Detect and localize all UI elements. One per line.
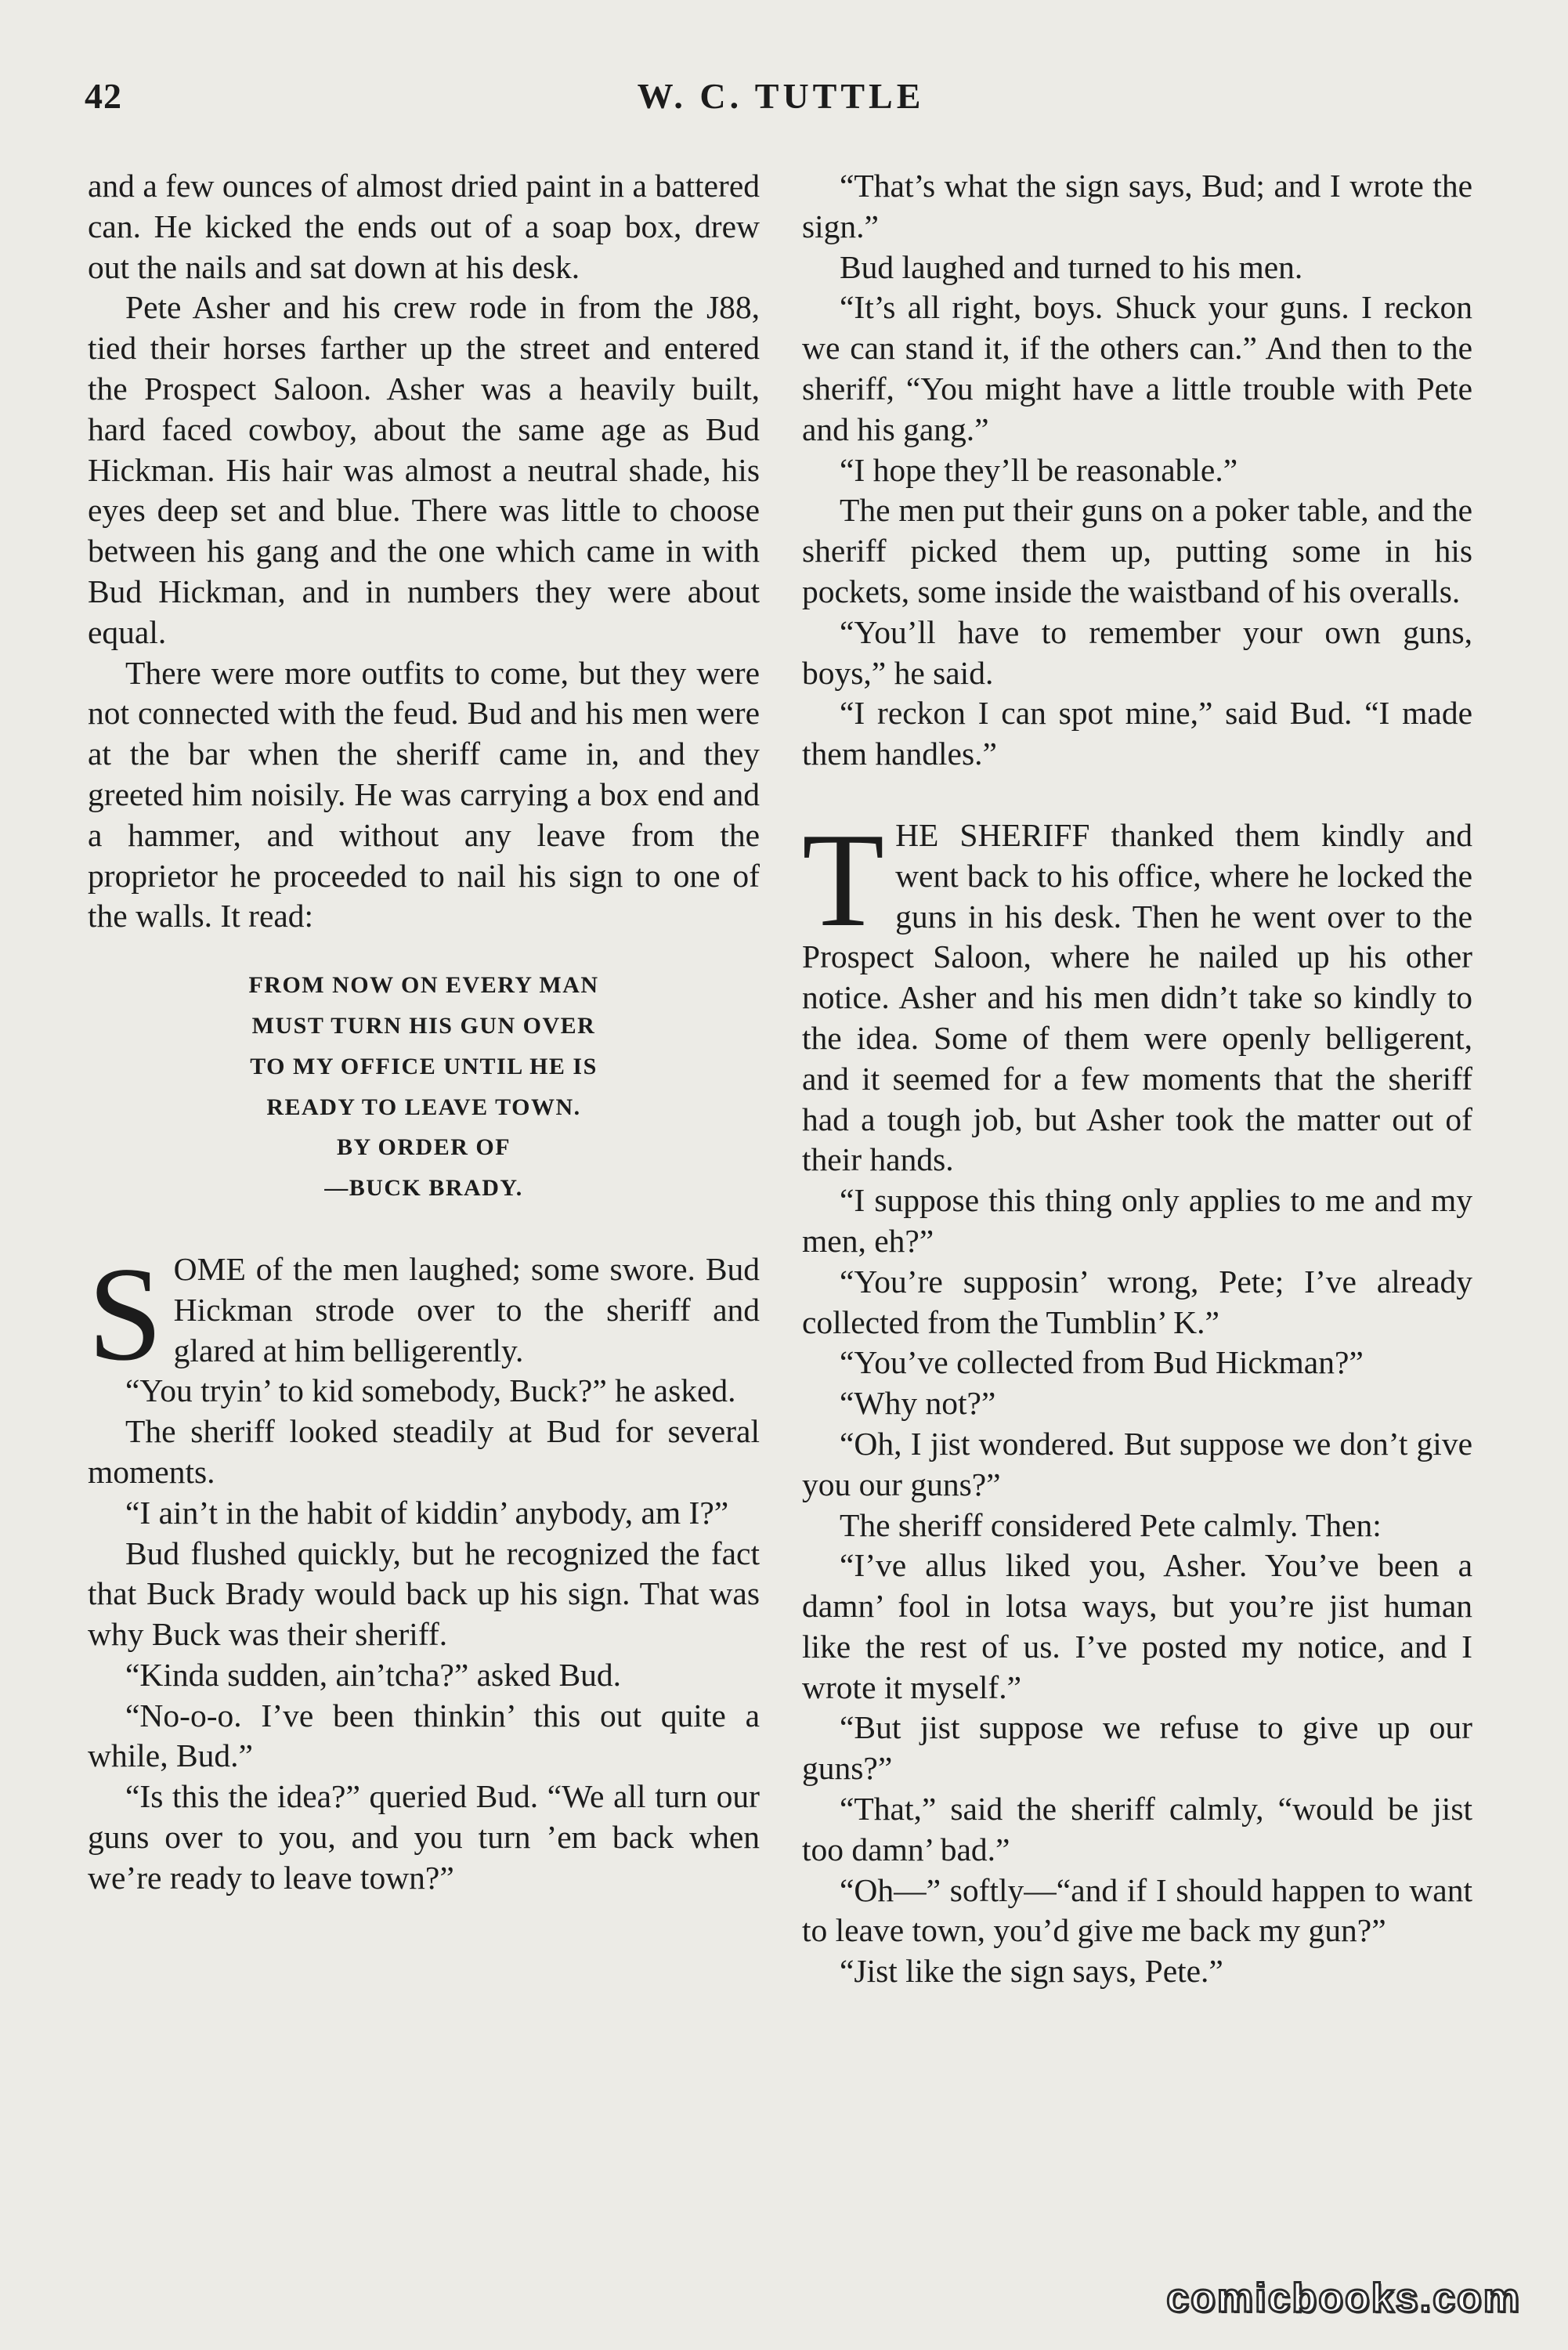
paragraph: “You’ve collected from Bud Hickman?”: [840, 1344, 1364, 1381]
notice-line: READY TO LEAVE TOWN.: [266, 1094, 581, 1120]
notice-line: BY ORDER OF: [336, 1134, 511, 1161]
paragraph: “No-o-o. I’ve been thinkin’ this out quite a while, Bud.”: [88, 1697, 760, 1774]
paragraph: Bud flushed quickly, but he recognized the fact that Buck Brady would back up his sign. That was why Buck was their sheriff.: [88, 1535, 760, 1653]
paragraph: “You’re supposin’ wrong, Pete; I’ve already collected from the Tumblin’ K.”: [802, 1263, 1472, 1340]
paragraph: “You’ll have to remember your own guns, boys,” he said.: [802, 613, 1472, 691]
paragraph: “I ain’t in the habit of kiddin’ anybody, am I?”: [125, 1494, 729, 1531]
paragraph: “Oh, I jist wondered. But suppose we don’t give you our guns?”: [802, 1425, 1472, 1502]
paragraph: The sheriff considered Pete calmly. Then:: [840, 1506, 1382, 1543]
paragraph: “That’s what the sign says, Bud; and I wrote the sign.”: [802, 168, 1472, 244]
paragraph: “Jist like the sign says, Pete.”: [840, 1953, 1223, 1990]
paragraph: Bud laughed and turned to his men.: [840, 248, 1303, 285]
right-column: [802, 166, 1472, 1992]
drop-cap: T: [802, 805, 885, 955]
paragraph: “You tryin’ to kid somebody, Buck?” he asked.: [125, 1372, 736, 1409]
caps-lead: HE SHERIFF: [895, 816, 1090, 853]
paragraph: “I’ve allus liked you, Asher. You’ve been a damn’ fool in lotsa ways, but you’re jist human like the rest of us. I’ve posted my notice, and I wrote it myself.”: [802, 1547, 1472, 1705]
paragraph: “But jist suppose we refuse to give up our guns?”: [802, 1709, 1472, 1787]
paragraph: “Kinda sudden, ain’tcha?” asked Bud.: [125, 1656, 622, 1693]
paragraph-text: thanked them kindly and went back to his office, where he locked the guns in his desk. Then he went over to the Prospect Saloon, where he nailed up his other notice. Asher and his men didn’t take so kindly to the idea. Some of them were openly belligerent, and it seemed for a few moments that the sheriff had a tough job, but Asher took the matter out of their hands.: [802, 816, 1472, 1178]
paragraph: and a few ounces of almost dried paint in a battered can. He kicked the ends out of a soap box, drew out the nails and sat down at his desk.: [88, 168, 760, 285]
page-number: 42: [85, 76, 122, 116]
sheriff-notice: [88, 965, 760, 1209]
notice-line: MUST TURN HIS GUN OVER: [251, 1012, 596, 1039]
paragraph: The sheriff looked steadily at Bud for several moments.: [88, 1413, 760, 1490]
paragraph: “Why not?”: [840, 1385, 996, 1422]
drop-cap: S: [88, 1239, 163, 1389]
paragraph-text: of the men laughed; some swore. Bud Hickman strode over to the sheriff and glared at him belligerently.: [173, 1250, 760, 1368]
section-opening-paragraph: [88, 1239, 760, 1389]
page-header: [85, 75, 1477, 130]
notice-line: TO MY OFFICE UNTIL HE IS: [250, 1053, 598, 1079]
paragraph: Pete Asher and his crew rode in from the J88, tied their horses farther up the street and entered the Prospect Saloon. Asher was a heavily built, hard faced cowboy, about the same age as Bud Hickman. His hair was almost a neutral shade, his eyes deep set and blue. There was little to choose between his gang and the one which came in with Bud Hickman, and in numbers they were about equal.: [88, 289, 760, 650]
small-caps-lead: OME: [173, 1250, 246, 1287]
section-opening-paragraph: [802, 805, 1472, 1180]
section-break: [802, 775, 1472, 815]
running-head-author: W. C. TUTTLE: [637, 76, 925, 116]
paragraph: “Is this the idea?” queried Bud. “We all turn our guns over to you, and you turn ’em back when we’re ready to leave town?”: [88, 1778, 760, 1896]
paragraph: “I suppose this thing only applies to me and my men, eh?”: [802, 1182, 1472, 1259]
paragraph: “I reckon I can spot mine,” said Bud. “I made them handles.”: [802, 695, 1472, 772]
paragraph: “Oh—” softly—“and if I should happen to want to leave town, you’d give me back my gun?”: [802, 1871, 1472, 1949]
paragraph: “It’s all right, boys. Shuck your guns. I reckon we can stand it, if the others can.” And then to the sheriff, “You might have a little trouble with Pete and his gang.”: [802, 289, 1472, 447]
left-column: [88, 166, 760, 1899]
paragraph: The men put their guns on a poker table, and the sheriff picked them up, putting some in his pockets, some inside the waistband of his overalls.: [802, 492, 1472, 609]
paragraph: “That,” said the sheriff calmly, “would be jist too damn’ bad.”: [802, 1791, 1472, 1867]
paragraph: “I hope they’ll be reasonable.”: [840, 451, 1238, 488]
notice-line: FROM NOW ON EVERY MAN: [248, 972, 599, 999]
source-watermark: comicbooks.com: [1166, 2276, 1521, 2321]
paragraph: There were more outfits to come, but they were not connected with the feud. Bud and his men were at the bar when the sheriff came in, and they greeted him noisily. He was carrying a box end and a hammer, and without any leave from the proprietor he proceeded to nail his sign to one of the walls. It read:: [88, 654, 760, 935]
notice-line: —BUCK BRADY.: [324, 1175, 523, 1202]
